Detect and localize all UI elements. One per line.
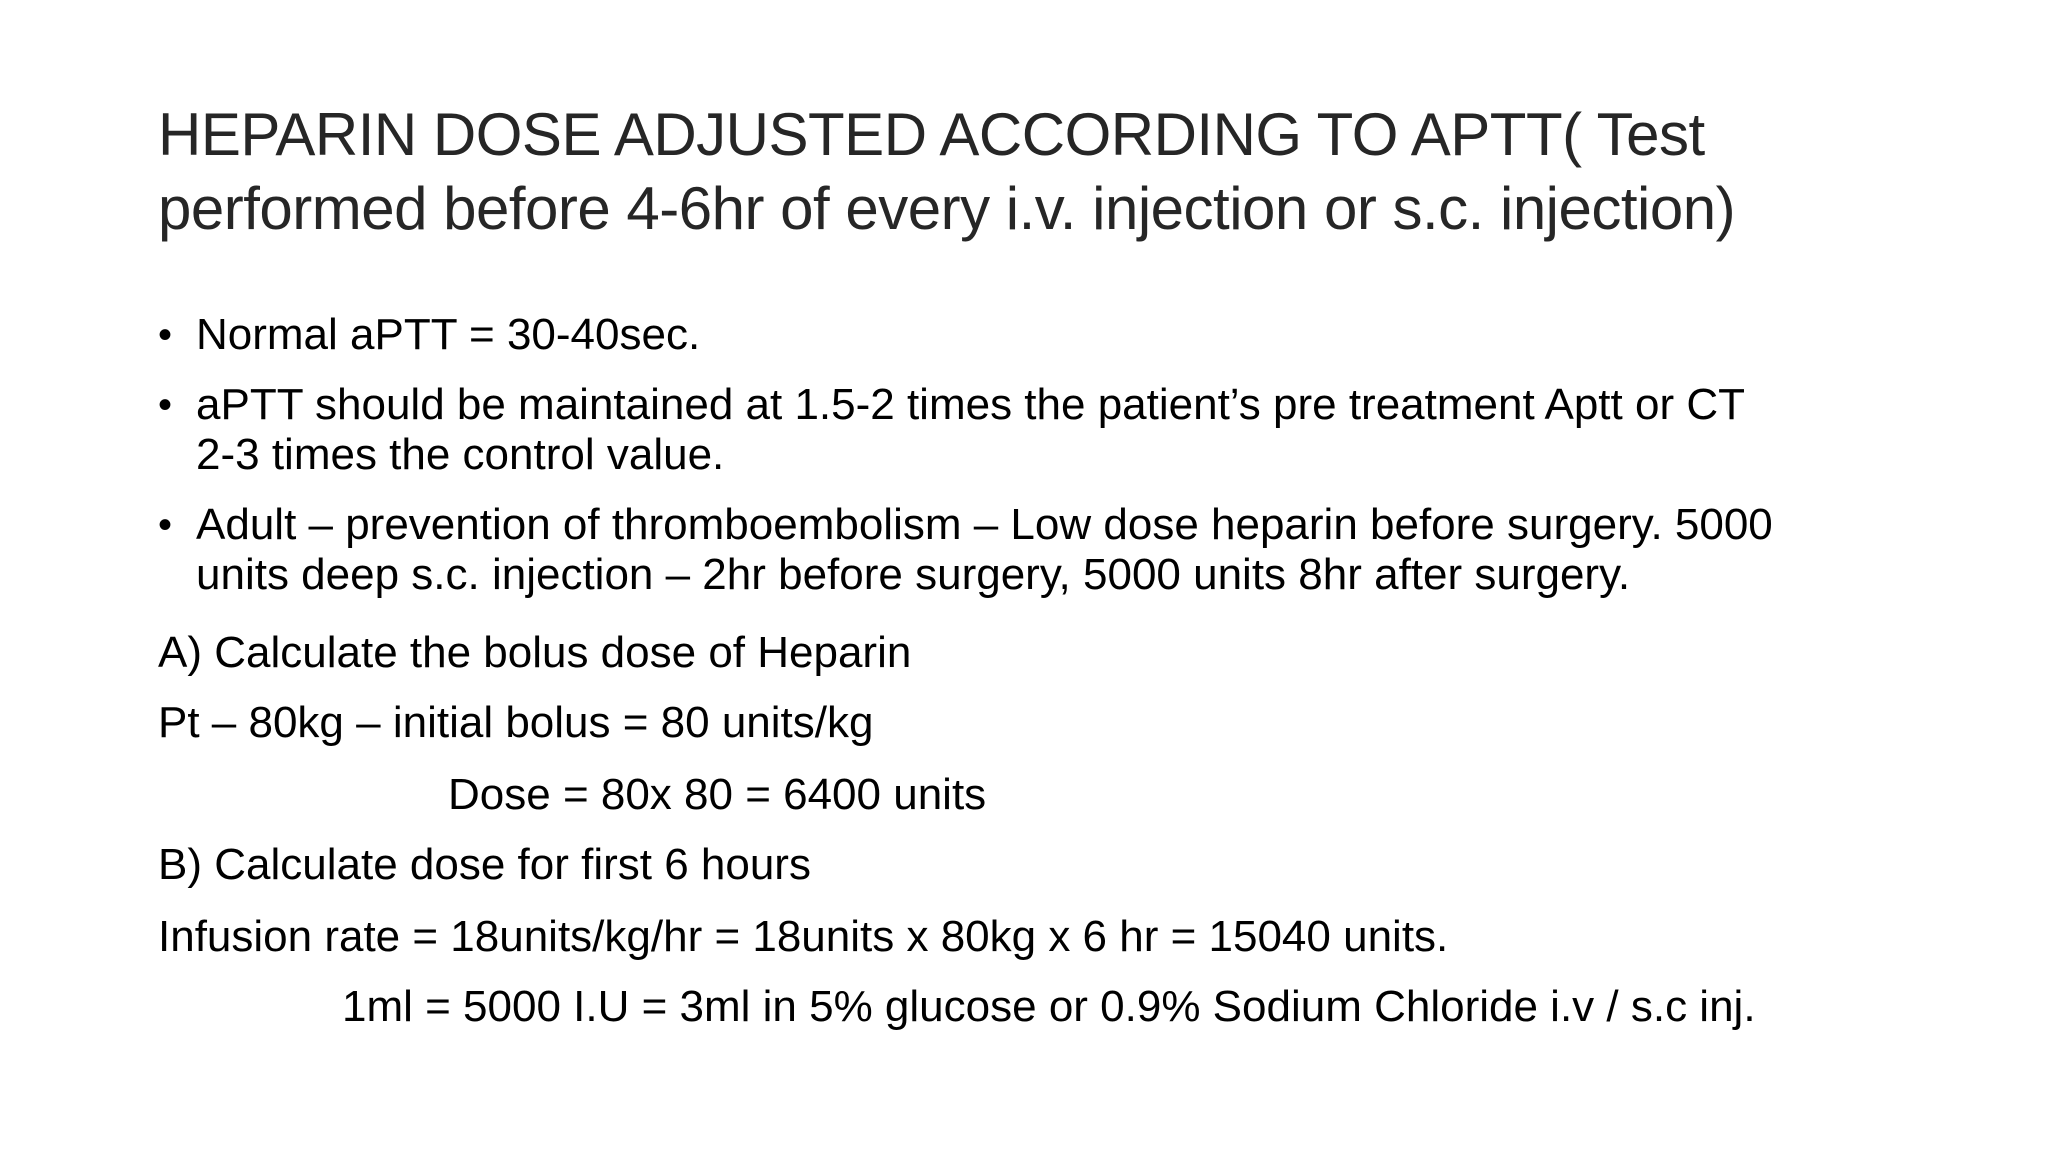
- bullet-dot-icon: •: [158, 503, 173, 547]
- bullet-item: [158, 380, 1918, 480]
- section-b-infusion-line: Infusion rate = 18units/kg/hr = 18units x 80kg x 6 hr = 15040 units.: [158, 912, 1449, 961]
- section-b-heading: B) Calculate dose for first 6 hours: [158, 840, 811, 889]
- slide-title-line-2: performed before 4-6hr of every i.v. injection or s.c. injection): [158, 175, 1736, 242]
- section-a-dose-line: Dose = 80x 80 = 6400 units: [448, 770, 987, 819]
- bullet-text-continued: units deep s.c. injection – 2hr before surgery, 5000 units 8hr after surgery.: [196, 550, 1631, 599]
- slide-title-line-1: HEPARIN DOSE ADJUSTED ACCORDING TO APTT( Test: [158, 101, 1705, 168]
- slide-title: [158, 98, 1958, 246]
- bullet-dot-icon: •: [158, 383, 173, 427]
- bullet-item: [158, 310, 1918, 360]
- section-a-heading: A) Calculate the bolus dose of Heparin: [158, 628, 912, 677]
- bullet-text: Normal aPTT = 30-40sec.: [196, 310, 701, 359]
- section-b-dilution-line: 1ml = 5000 I.U = 3ml in 5% glucose or 0.9% Sodium Chloride i.v / s.c inj.: [342, 982, 1756, 1031]
- section-a-patient-line: Pt – 80kg – initial bolus = 80 units/kg: [158, 698, 874, 747]
- bullet-item: [158, 500, 1918, 600]
- bullet-dot-icon: •: [158, 313, 173, 357]
- bullet-text: aPTT should be maintained at 1.5-2 times the patient’s pre treatment Aptt or CT: [196, 380, 1745, 429]
- bullet-text: Adult – prevention of thromboembolism – Low dose heparin before surgery. 5000: [196, 500, 1773, 549]
- bullet-list: [158, 310, 1918, 620]
- bullet-text-continued: 2-3 times the control value.: [196, 430, 725, 479]
